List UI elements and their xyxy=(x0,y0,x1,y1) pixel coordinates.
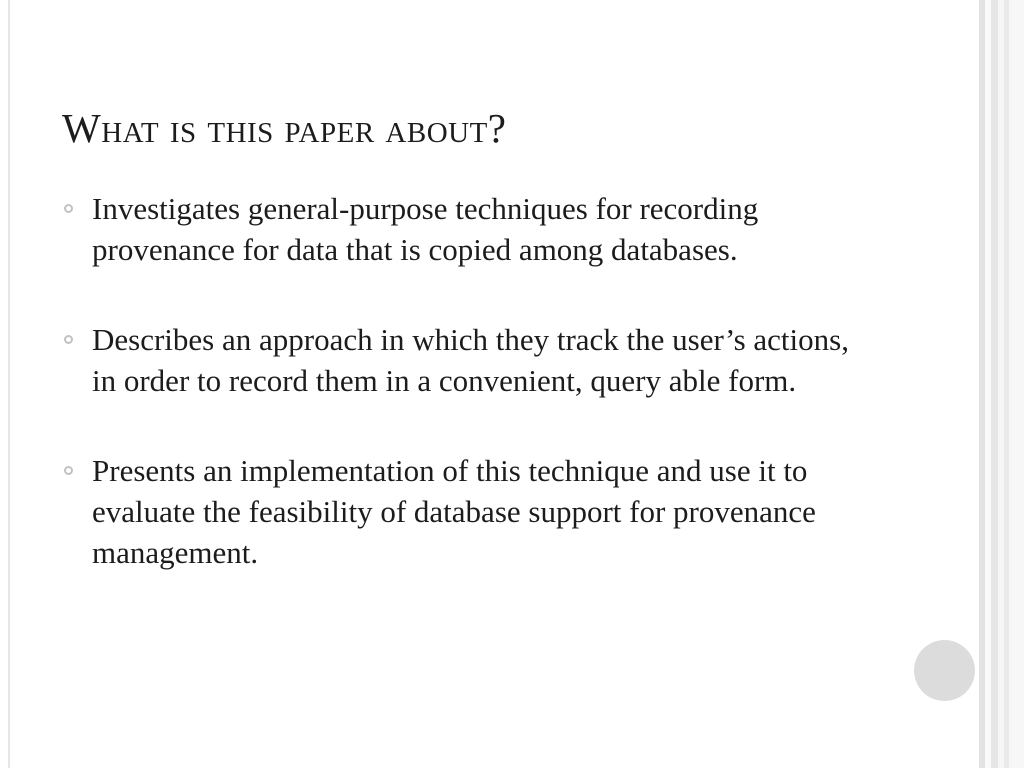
bullet-item xyxy=(60,319,860,401)
right-border-stripe xyxy=(991,0,998,768)
decorative-circle xyxy=(914,640,975,701)
bullet-item xyxy=(60,188,860,270)
right-border-stripe xyxy=(1009,0,1024,768)
bullet-text: Investigates general-purpose techniques for recording provenance for data that is copied among databases. xyxy=(92,191,759,267)
bullet-list xyxy=(60,188,860,622)
slide-title: What is this paper about? xyxy=(62,105,507,151)
bullet-text: Presents an implementation of this technique and use it to evaluate the feasibility of database support for provenance management. xyxy=(92,453,816,570)
bullet-circle-icon xyxy=(64,204,73,213)
bullet-text: Describes an approach in which they track the user’s actions, in order to record them in a convenient, query able form. xyxy=(92,322,849,398)
bullet-circle-icon xyxy=(64,335,73,344)
bullet-circle-icon xyxy=(64,466,73,475)
bullet-item xyxy=(60,450,860,573)
left-border-line xyxy=(8,0,10,768)
